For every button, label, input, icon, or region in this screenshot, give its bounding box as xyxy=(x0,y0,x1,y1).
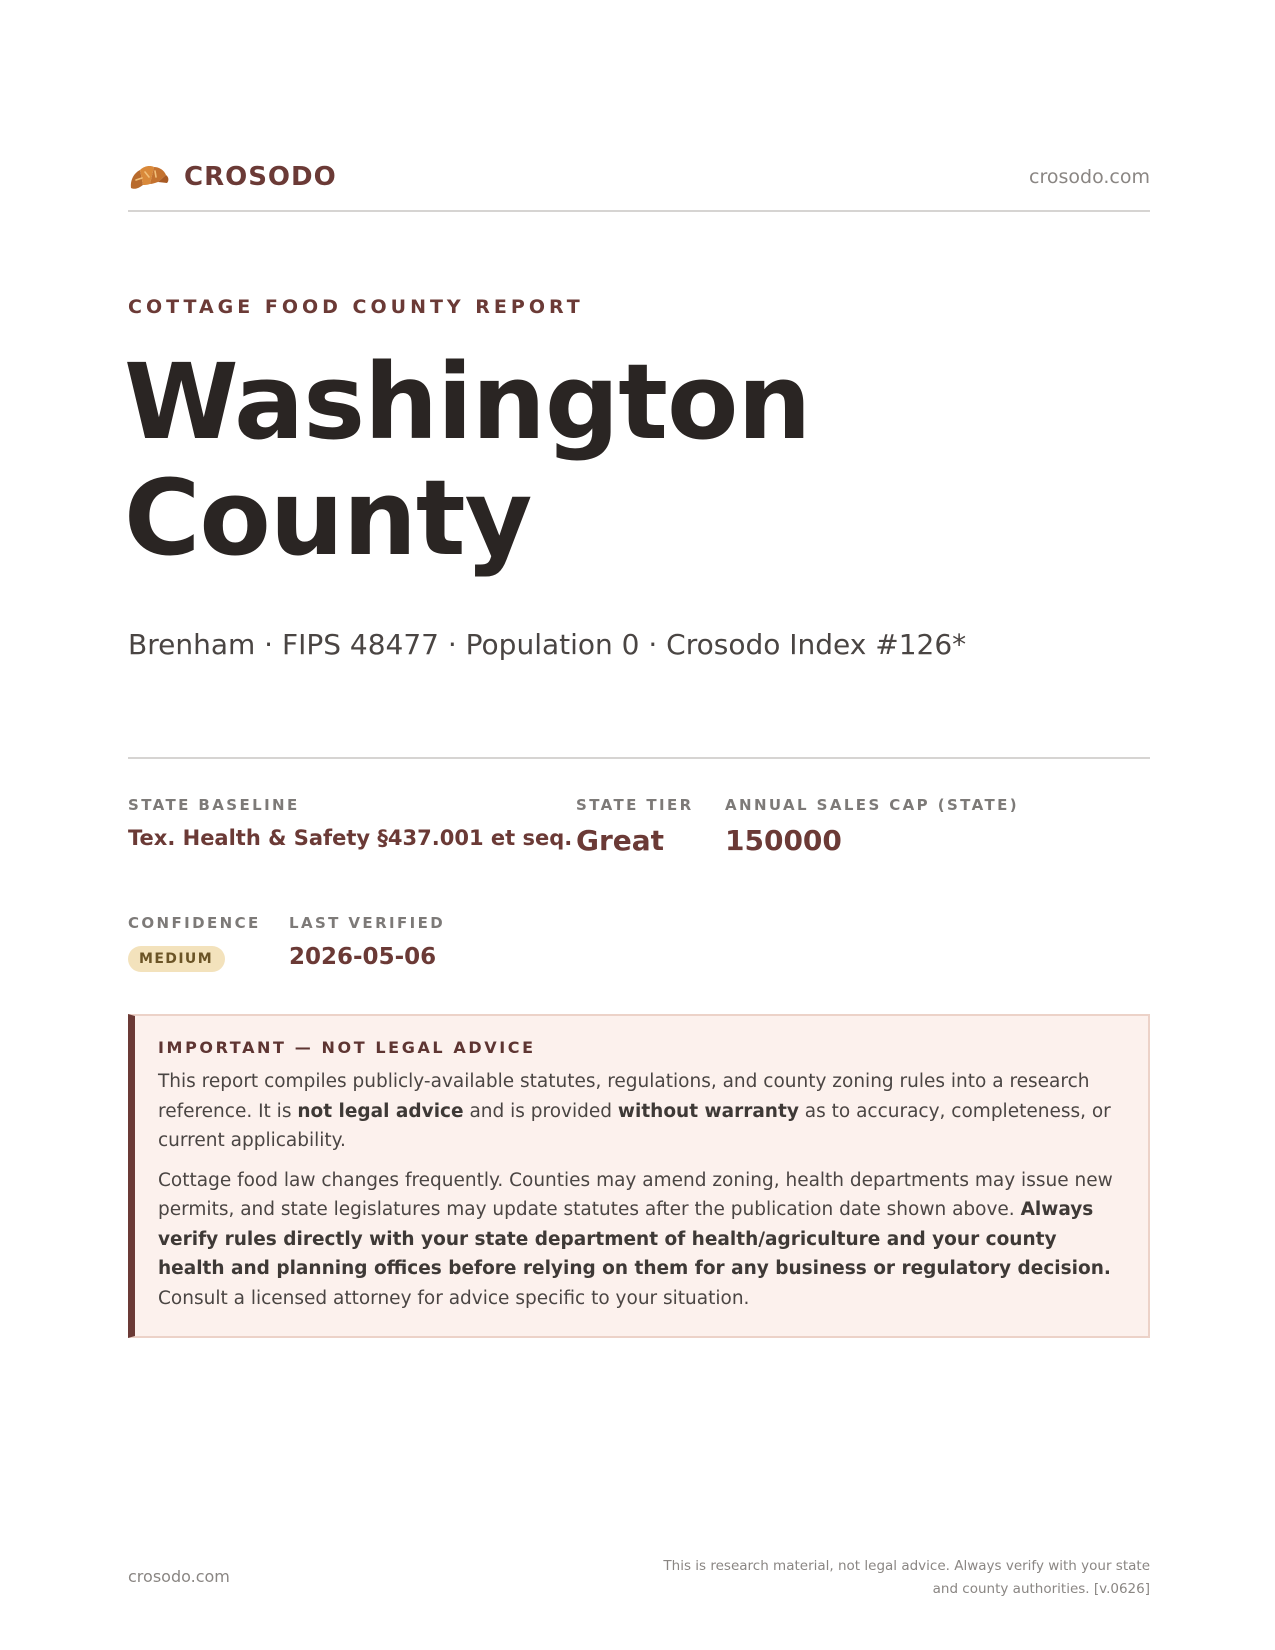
meta-value: Great xyxy=(576,824,665,857)
footer-disclaimer xyxy=(590,1555,1150,1601)
meta-label: ANNUAL SALES CAP (STATE) xyxy=(725,796,1020,814)
meta-label: LAST VERIFIED xyxy=(289,914,446,932)
header-url-link[interactable]: crosodo.com xyxy=(1029,166,1150,188)
brand-name: CROSODO xyxy=(184,162,337,192)
meta-last-verified xyxy=(289,914,445,970)
footer-disclaimer-line-1: This is research material, not legal advice. Always verify with your state xyxy=(663,1558,1150,1574)
meta-label: CONFIDENCE xyxy=(128,914,261,932)
report-kicker: COTTAGE FOOD COUNTY REPORT xyxy=(128,296,584,318)
disclaimer-paragraph-2 xyxy=(158,1166,1126,1314)
title-line-2: County xyxy=(124,457,532,579)
disclaimer-emphasis: not legal advice xyxy=(297,1100,464,1122)
meta-label: STATE BASELINE xyxy=(128,796,300,814)
footer-url-link[interactable]: crosodo.com xyxy=(128,1567,230,1586)
meta-value: 150000 xyxy=(725,824,842,857)
disclaimer-paragraph-1 xyxy=(158,1067,1126,1156)
report-subtitle: Brenham · FIPS 48477 · Population 0 · Crosodo Index #126* xyxy=(128,628,967,661)
disclaimer-text: as to accuracy, completeness, or current applicability. xyxy=(158,1100,1111,1151)
page-header xyxy=(128,158,1150,202)
croissant-icon xyxy=(128,158,170,196)
meta-value: Tex. Health & Safety §437.001 et seq. xyxy=(128,826,573,850)
meta-state-baseline xyxy=(128,796,572,850)
disclaimer-emphasis: Always verify rules directly with your state department of health/agriculture and your county health and planning offices before relying on them for any business or regulatory decision. xyxy=(158,1199,1111,1279)
legal-disclaimer xyxy=(128,1014,1150,1338)
title-line-1: Washington xyxy=(124,341,811,463)
report-page xyxy=(124,0,1150,1650)
page-title xyxy=(124,341,1146,579)
meta-confidence xyxy=(128,914,261,972)
disclaimer-text: and is provided xyxy=(463,1100,618,1122)
meta-value: 2026-05-06 xyxy=(289,944,437,970)
header-divider xyxy=(128,210,1150,212)
section-divider xyxy=(128,757,1150,759)
meta-label: STATE TIER xyxy=(576,796,694,814)
footer-disclaimer-line-2: and county authorities. [v.0626] xyxy=(932,1581,1150,1597)
brand xyxy=(128,158,337,196)
disclaimer-text: Cottage food law changes frequently. Counties may amend zoning, health departments may issue new permits, and state legislatures may update statutes after the publication date shown above. xyxy=(158,1169,1113,1220)
disclaimer-text: Consult a licensed attorney for advice specific to your situation. xyxy=(158,1287,750,1309)
meta-annual-sales-cap xyxy=(725,796,1019,857)
disclaimer-title: IMPORTANT — NOT LEGAL ADVICE xyxy=(158,1038,536,1057)
meta-state-tier xyxy=(576,796,694,857)
disclaimer-emphasis: without warranty xyxy=(617,1100,799,1122)
confidence-badge: MEDIUM xyxy=(128,946,225,972)
disclaimer-text: This report compiles publicly-available statutes, regulations, and county zoning rules into a research reference. It is xyxy=(158,1071,1090,1122)
